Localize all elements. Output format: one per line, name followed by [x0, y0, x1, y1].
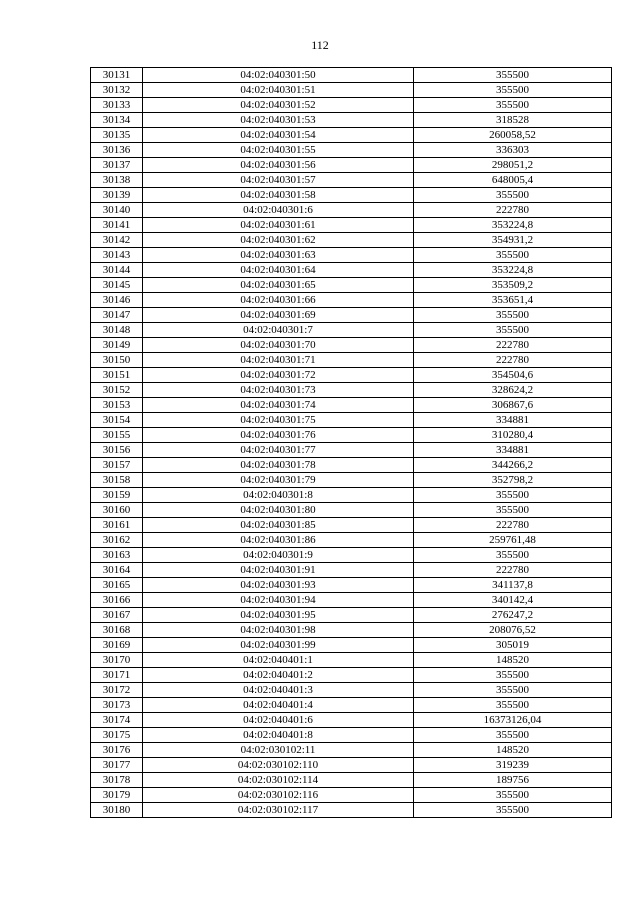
- cadastral-value-cell: 310280,4: [414, 428, 612, 443]
- table-row: [91, 308, 612, 323]
- row-number-cell: 30163: [91, 548, 143, 563]
- table-row: [91, 803, 612, 818]
- cadastral-number-cell: 04:02:040301:61: [143, 218, 414, 233]
- cadastral-value-cell: 355500: [414, 248, 612, 263]
- table-row: [91, 158, 612, 173]
- row-number-cell: 30178: [91, 773, 143, 788]
- table-row: [91, 218, 612, 233]
- table-row: [91, 383, 612, 398]
- row-number-cell: 30168: [91, 623, 143, 638]
- table-row: [91, 428, 612, 443]
- cadastral-number-cell: 04:02:040301:58: [143, 188, 414, 203]
- row-number-cell: 30160: [91, 503, 143, 518]
- cadastral-number-cell: 04:02:040301:78: [143, 458, 414, 473]
- table-row: [91, 368, 612, 383]
- cadastral-number-cell: 04:02:040301:99: [143, 638, 414, 653]
- table-row: [91, 653, 612, 668]
- cadastral-number-cell: 04:02:040301:74: [143, 398, 414, 413]
- cadastral-number-cell: 04:02:030102:110: [143, 758, 414, 773]
- cadastral-value-cell: 306867,6: [414, 398, 612, 413]
- table-row: [91, 773, 612, 788]
- row-number-cell: 30137: [91, 158, 143, 173]
- cadastral-number-cell: 04:02:040401:2: [143, 668, 414, 683]
- cadastral-value-cell: 222780: [414, 518, 612, 533]
- row-number-cell: 30156: [91, 443, 143, 458]
- table-row: [91, 98, 612, 113]
- table-row: [91, 263, 612, 278]
- row-number-cell: 30144: [91, 263, 143, 278]
- cadastral-number-cell: 04:02:040301:50: [143, 68, 414, 83]
- page-number: 112: [311, 38, 329, 52]
- row-number-cell: 30147: [91, 308, 143, 323]
- cadastral-value-cell: 355500: [414, 98, 612, 113]
- cadastral-value-cell: 319239: [414, 758, 612, 773]
- cadastral-value-cell: 353224,8: [414, 263, 612, 278]
- row-number-cell: 30175: [91, 728, 143, 743]
- cadastral-number-cell: 04:02:040301:69: [143, 308, 414, 323]
- cadastral-number-cell: 04:02:040401:8: [143, 728, 414, 743]
- table-row: [91, 278, 612, 293]
- cadastral-value-cell: 334881: [414, 443, 612, 458]
- cadastral-value-cell: 148520: [414, 743, 612, 758]
- table-row: [91, 113, 612, 128]
- row-number-cell: 30146: [91, 293, 143, 308]
- row-number-cell: 30138: [91, 173, 143, 188]
- row-number-cell: 30167: [91, 608, 143, 623]
- cadastral-value-cell: 352798,2: [414, 473, 612, 488]
- row-number-cell: 30169: [91, 638, 143, 653]
- cadastral-number-cell: 04:02:040301:91: [143, 563, 414, 578]
- row-number-cell: 30162: [91, 533, 143, 548]
- table-row: [91, 488, 612, 503]
- row-number-cell: 30131: [91, 68, 143, 83]
- cadastral-number-cell: 04:02:040301:66: [143, 293, 414, 308]
- cadastral-number-cell: 04:02:030102:114: [143, 773, 414, 788]
- table-row: [91, 743, 612, 758]
- cadastral-number-cell: 04:02:040301:80: [143, 503, 414, 518]
- cadastral-value-cell: 276247,2: [414, 608, 612, 623]
- row-number-cell: 30159: [91, 488, 143, 503]
- cadastral-number-cell: 04:02:040301:76: [143, 428, 414, 443]
- table-row: [91, 458, 612, 473]
- table-row: [91, 188, 612, 203]
- cadastral-value-cell: 222780: [414, 353, 612, 368]
- table-row: [91, 353, 612, 368]
- table-row: [91, 713, 612, 728]
- cadastral-number-cell: 04:02:040301:94: [143, 593, 414, 608]
- table-row: [91, 233, 612, 248]
- table-row: [91, 173, 612, 188]
- cadastral-number-cell: 04:02:040301:77: [143, 443, 414, 458]
- table-row: [91, 698, 612, 713]
- cadastral-value-cell: 355500: [414, 503, 612, 518]
- table-row: [91, 593, 612, 608]
- cadastral-value-cell: 355500: [414, 308, 612, 323]
- table-row: [91, 623, 612, 638]
- cadastral-number-cell: 04:02:030102:117: [143, 803, 414, 818]
- cadastral-number-cell: 04:02:040301:63: [143, 248, 414, 263]
- table-row: [91, 788, 612, 803]
- table-row: [91, 203, 612, 218]
- table-row: [91, 83, 612, 98]
- cadastral-value-cell: 318528: [414, 113, 612, 128]
- cadastral-value-cell: 355500: [414, 683, 612, 698]
- cadastral-number-cell: 04:02:040301:85: [143, 518, 414, 533]
- cadastral-value-cell: 334881: [414, 413, 612, 428]
- cadastral-value-cell: 148520: [414, 653, 612, 668]
- row-number-cell: 30149: [91, 338, 143, 353]
- cadastral-value-cell: 355500: [414, 323, 612, 338]
- cadastral-number-cell: 04:02:040301:79: [143, 473, 414, 488]
- cadastral-number-cell: 04:02:040301:73: [143, 383, 414, 398]
- cadastral-number-cell: 04:02:040301:9: [143, 548, 414, 563]
- cadastral-value-cell: 355500: [414, 728, 612, 743]
- table-row: [91, 293, 612, 308]
- row-number-cell: 30164: [91, 563, 143, 578]
- cadastral-number-cell: 04:02:040401:1: [143, 653, 414, 668]
- table-row: [91, 563, 612, 578]
- row-number-cell: 30155: [91, 428, 143, 443]
- cadastral-value-cell: 355500: [414, 488, 612, 503]
- cadastral-number-cell: 04:02:040301:6: [143, 203, 414, 218]
- row-number-cell: 30135: [91, 128, 143, 143]
- table-row: [91, 503, 612, 518]
- cadastral-value-cell: 208076,52: [414, 623, 612, 638]
- row-number-cell: 30177: [91, 758, 143, 773]
- cadastral-value-cell: 222780: [414, 338, 612, 353]
- cadastral-value-cell: 336303: [414, 143, 612, 158]
- row-number-cell: 30136: [91, 143, 143, 158]
- cadastral-number-cell: 04:02:040301:64: [143, 263, 414, 278]
- cadastral-value-cell: 222780: [414, 203, 612, 218]
- table-row: [91, 443, 612, 458]
- row-number-cell: 30174: [91, 713, 143, 728]
- row-number-cell: 30145: [91, 278, 143, 293]
- cadastral-number-cell: 04:02:040301:95: [143, 608, 414, 623]
- row-number-cell: 30142: [91, 233, 143, 248]
- row-number-cell: 30133: [91, 98, 143, 113]
- cadastral-number-cell: 04:02:040401:4: [143, 698, 414, 713]
- table-row: [91, 338, 612, 353]
- table-row: [91, 473, 612, 488]
- cadastral-number-cell: 04:02:040301:65: [143, 278, 414, 293]
- table-row: [91, 128, 612, 143]
- cadastral-number-cell: 04:02:040301:51: [143, 83, 414, 98]
- cadastral-value-cell: 354931,2: [414, 233, 612, 248]
- cadastral-number-cell: 04:02:030102:11: [143, 743, 414, 758]
- cadastral-value-cell: 355500: [414, 68, 612, 83]
- cadastral-number-cell: 04:02:040401:6: [143, 713, 414, 728]
- table-row: [91, 683, 612, 698]
- row-number-cell: 30172: [91, 683, 143, 698]
- cadastral-value-cell: 355500: [414, 188, 612, 203]
- cadastral-value-cell: 260058,52: [414, 128, 612, 143]
- cadastral-value-cell: 305019: [414, 638, 612, 653]
- row-number-cell: 30166: [91, 593, 143, 608]
- cadastral-number-cell: 04:02:040301:55: [143, 143, 414, 158]
- row-number-cell: 30153: [91, 398, 143, 413]
- cadastral-number-cell: 04:02:040301:57: [143, 173, 414, 188]
- cadastral-value-cell: 354504,6: [414, 368, 612, 383]
- cadastral-number-cell: 04:02:040301:72: [143, 368, 414, 383]
- cadastral-number-cell: 04:02:040301:71: [143, 353, 414, 368]
- cadastral-number-cell: 04:02:040301:62: [143, 233, 414, 248]
- cadastral-value-cell: 648005,4: [414, 173, 612, 188]
- table-row: [91, 248, 612, 263]
- row-number-cell: 30134: [91, 113, 143, 128]
- cadastral-value-table: [90, 67, 612, 818]
- cadastral-value-cell: 259761,48: [414, 533, 612, 548]
- table-body: [91, 68, 612, 818]
- table-row: [91, 608, 612, 623]
- cadastral-value-cell: 341137,8: [414, 578, 612, 593]
- row-number-cell: 30179: [91, 788, 143, 803]
- table-row: [91, 518, 612, 533]
- row-number-cell: 30132: [91, 83, 143, 98]
- table-row: [91, 638, 612, 653]
- row-number-cell: 30152: [91, 383, 143, 398]
- cadastral-number-cell: 04:02:040301:70: [143, 338, 414, 353]
- cadastral-value-cell: 328624,2: [414, 383, 612, 398]
- cadastral-number-cell: 04:02:040301:56: [143, 158, 414, 173]
- cadastral-value-cell: 355500: [414, 83, 612, 98]
- cadastral-value-cell: 355500: [414, 803, 612, 818]
- row-number-cell: 30148: [91, 323, 143, 338]
- cadastral-value-cell: 189756: [414, 773, 612, 788]
- table-row: [91, 323, 612, 338]
- row-number-cell: 30170: [91, 653, 143, 668]
- table-row: [91, 728, 612, 743]
- row-number-cell: 30141: [91, 218, 143, 233]
- cadastral-number-cell: 04:02:040301:7: [143, 323, 414, 338]
- cadastral-number-cell: 04:02:040301:93: [143, 578, 414, 593]
- table-row: [91, 533, 612, 548]
- row-number-cell: 30139: [91, 188, 143, 203]
- table-row: [91, 68, 612, 83]
- cadastral-value-cell: 355500: [414, 548, 612, 563]
- cadastral-value-cell: 298051,2: [414, 158, 612, 173]
- row-number-cell: 30165: [91, 578, 143, 593]
- cadastral-number-cell: 04:02:030102:116: [143, 788, 414, 803]
- cadastral-number-cell: 04:02:040301:52: [143, 98, 414, 113]
- row-number-cell: 30157: [91, 458, 143, 473]
- cadastral-number-cell: 04:02:040301:54: [143, 128, 414, 143]
- row-number-cell: 30143: [91, 248, 143, 263]
- row-number-cell: 30151: [91, 368, 143, 383]
- row-number-cell: 30140: [91, 203, 143, 218]
- table-row: [91, 578, 612, 593]
- cadastral-value-cell: 222780: [414, 563, 612, 578]
- table-row: [91, 758, 612, 773]
- cadastral-number-cell: 04:02:040301:75: [143, 413, 414, 428]
- cadastral-value-cell: 16373126,04: [414, 713, 612, 728]
- table-row: [91, 398, 612, 413]
- cadastral-value-cell: 344266,2: [414, 458, 612, 473]
- row-number-cell: 30173: [91, 698, 143, 713]
- cadastral-value-cell: 353651,4: [414, 293, 612, 308]
- table-row: [91, 548, 612, 563]
- cadastral-number-cell: 04:02:040301:98: [143, 623, 414, 638]
- cadastral-number-cell: 04:02:040401:3: [143, 683, 414, 698]
- cadastral-value-cell: 355500: [414, 698, 612, 713]
- cadastral-value-cell: 340142,4: [414, 593, 612, 608]
- cadastral-number-cell: 04:02:040301:8: [143, 488, 414, 503]
- row-number-cell: 30161: [91, 518, 143, 533]
- cadastral-value-cell: 353509,2: [414, 278, 612, 293]
- row-number-cell: 30150: [91, 353, 143, 368]
- table-row: [91, 413, 612, 428]
- cadastral-value-cell: 355500: [414, 668, 612, 683]
- table-row: [91, 668, 612, 683]
- row-number-cell: 30176: [91, 743, 143, 758]
- cadastral-number-cell: 04:02:040301:86: [143, 533, 414, 548]
- cadastral-value-cell: 355500: [414, 788, 612, 803]
- cadastral-number-cell: 04:02:040301:53: [143, 113, 414, 128]
- table-row: [91, 143, 612, 158]
- row-number-cell: 30180: [91, 803, 143, 818]
- row-number-cell: 30158: [91, 473, 143, 488]
- row-number-cell: 30154: [91, 413, 143, 428]
- row-number-cell: 30171: [91, 668, 143, 683]
- cadastral-value-cell: 353224,8: [414, 218, 612, 233]
